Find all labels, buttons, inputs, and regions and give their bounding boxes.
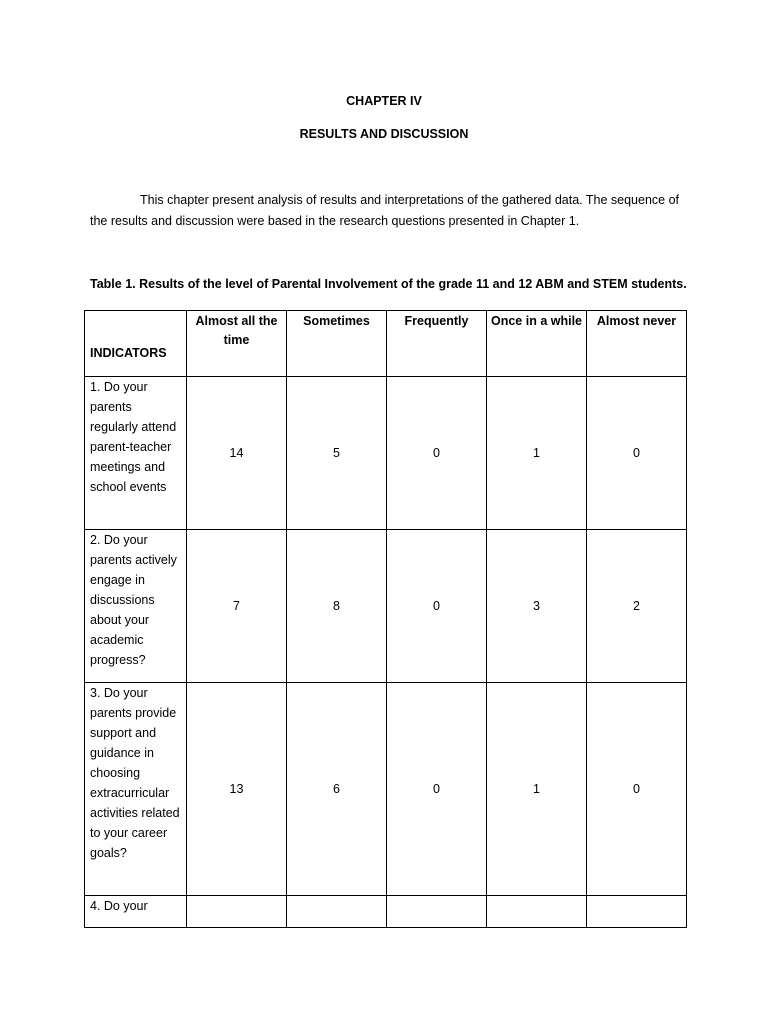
intro-paragraph: This chapter present analysis of results and interpretations of the gathered data. The sequence of the results and discussion were based in the research questions presented in Chapter 1. <box>90 193 679 228</box>
table-row <box>85 683 687 896</box>
indicator-cell: 2. Do your parents actively engage in discussions about your academic progress? <box>85 530 187 683</box>
header-almost-all-the-time: Almost all the time <box>187 311 287 377</box>
value-cell: 6 <box>287 683 387 896</box>
table-row <box>85 530 687 683</box>
value-cell: 3 <box>487 530 587 683</box>
value-cell: 0 <box>387 530 487 683</box>
header-once-in-a-while: Once in a while <box>487 311 587 377</box>
value-cell: 2 <box>587 530 687 683</box>
value-cell: 0 <box>387 683 487 896</box>
header-frequently: Frequently <box>387 311 487 377</box>
value-cell <box>287 896 387 928</box>
value-cell: 5 <box>287 377 387 530</box>
table-row <box>85 896 687 928</box>
indicator-cell: 3. Do your parents provide support and guidance in choosing extracurricular activities related to your career goals? <box>85 683 187 896</box>
value-cell <box>587 896 687 928</box>
value-cell: 13 <box>187 683 287 896</box>
header-indicators: INDICATORS <box>85 311 187 377</box>
value-cell: 7 <box>187 530 287 683</box>
value-cell: 0 <box>587 377 687 530</box>
indicator-cell: 1. Do your parents regularly attend parent-teacher meetings and school events <box>85 377 187 530</box>
indicator-cell: 4. Do your <box>85 896 187 928</box>
results-table <box>84 310 687 928</box>
chapter-title: CHAPTER IV <box>346 94 422 108</box>
value-cell: 1 <box>487 683 587 896</box>
header-almost-never: Almost never <box>587 311 687 377</box>
table-row <box>85 377 687 530</box>
header-sometimes: Sometimes <box>287 311 387 377</box>
value-cell: 1 <box>487 377 587 530</box>
value-cell <box>187 896 287 928</box>
table-header-row <box>85 311 687 377</box>
value-cell: 8 <box>287 530 387 683</box>
value-cell: 0 <box>387 377 487 530</box>
value-cell <box>387 896 487 928</box>
value-cell: 0 <box>587 683 687 896</box>
table-caption: Table 1. Results of the level of Parental Involvement of the grade 11 and 12 ABM and STEM students. <box>90 277 687 291</box>
section-title: RESULTS AND DISCUSSION <box>299 127 469 141</box>
value-cell <box>487 896 587 928</box>
value-cell: 14 <box>187 377 287 530</box>
